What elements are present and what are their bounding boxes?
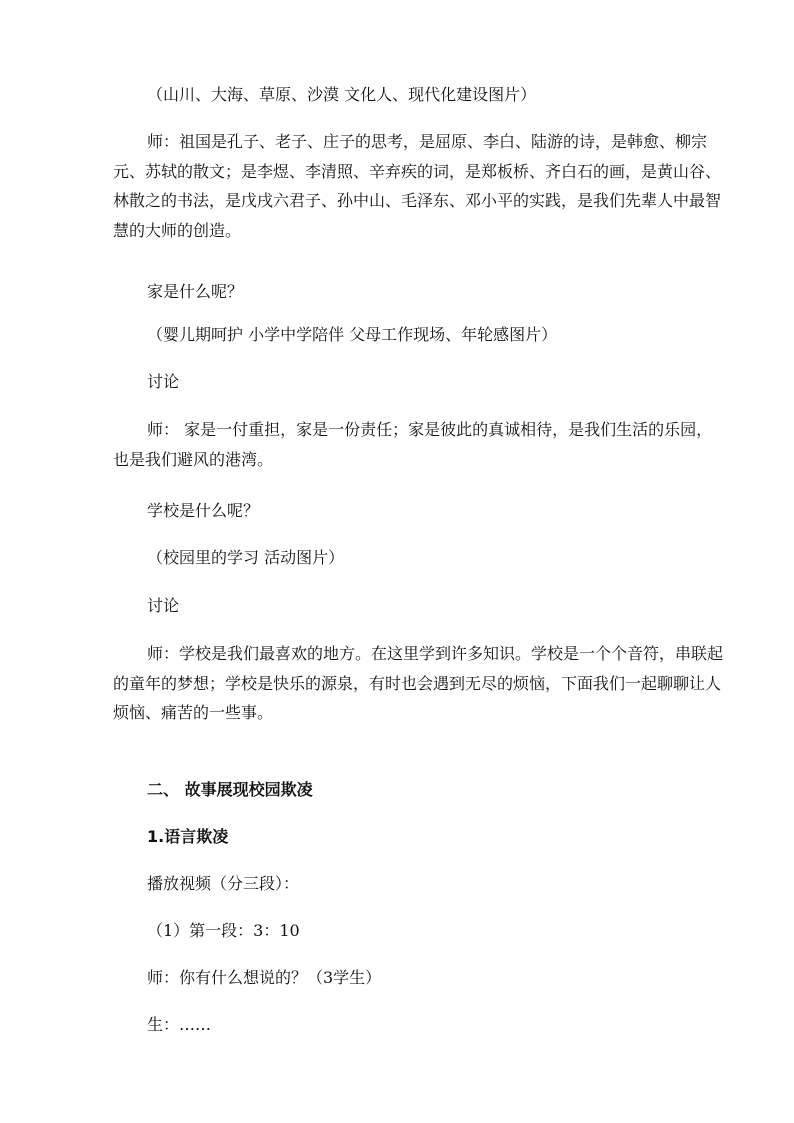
discussion-label: 讨论 — [147, 596, 180, 615]
video-instruction: 播放视频（分三段）： — [147, 874, 300, 893]
teacher-question-line: 师：你有什么想说的？（3学生） — [147, 968, 382, 987]
video-segment-line: （1）第一段：3：10 — [147, 921, 300, 940]
image-note-family: （婴儿期呵护 小学中学陪伴 父母工作现场、年轮感图片） — [147, 325, 558, 344]
image-note-homeland: （山川、大海、草原、沙漠 文化人、现代化建设图片） — [147, 85, 537, 104]
subsection-heading: 1.语言欺凌 — [147, 827, 229, 846]
question-family: 家是什么呢？ — [147, 282, 244, 301]
discussion-label: 讨论 — [147, 372, 180, 391]
section-heading: 二、 故事展现校园欺凌 — [147, 780, 313, 799]
image-note-school: （校园里的学习 活动图片） — [147, 548, 345, 567]
teacher-homeland-paragraph: 师：祖国是孔子、老子、庄子的思考，是屈原、李白、陆游的诗，是韩愈、柳宗元、苏轼的散文；是李煜、李清照、辛弃疾的词，是郑板桥、齐白石的画，是黄山谷、林散之的书法，是戊戌六君子、孙中山、毛泽东、邓小平的实践，是我们先辈人中最智慧的大师的创造。 — [113, 132, 722, 240]
teacher-school-paragraph: 师：学校是我们最喜欢的地方。在这里学到许多知识。学校是一个个音符，串联起的童年的梦想；学校是快乐的源泉，有时也会遇到无尽的烦恼，下面我们一起聊聊让人烦恼、痛苦的一些事。 — [113, 644, 724, 722]
question-school: 学校是什么呢？ — [147, 501, 260, 520]
student-response-line: 生：…… — [147, 1015, 212, 1034]
teacher-family-paragraph: 师： 家是一付重担，家是一份责任；家是彼此的真诚相待，是我们生活的乐园，也是我们避风的港湾。 — [113, 420, 713, 469]
